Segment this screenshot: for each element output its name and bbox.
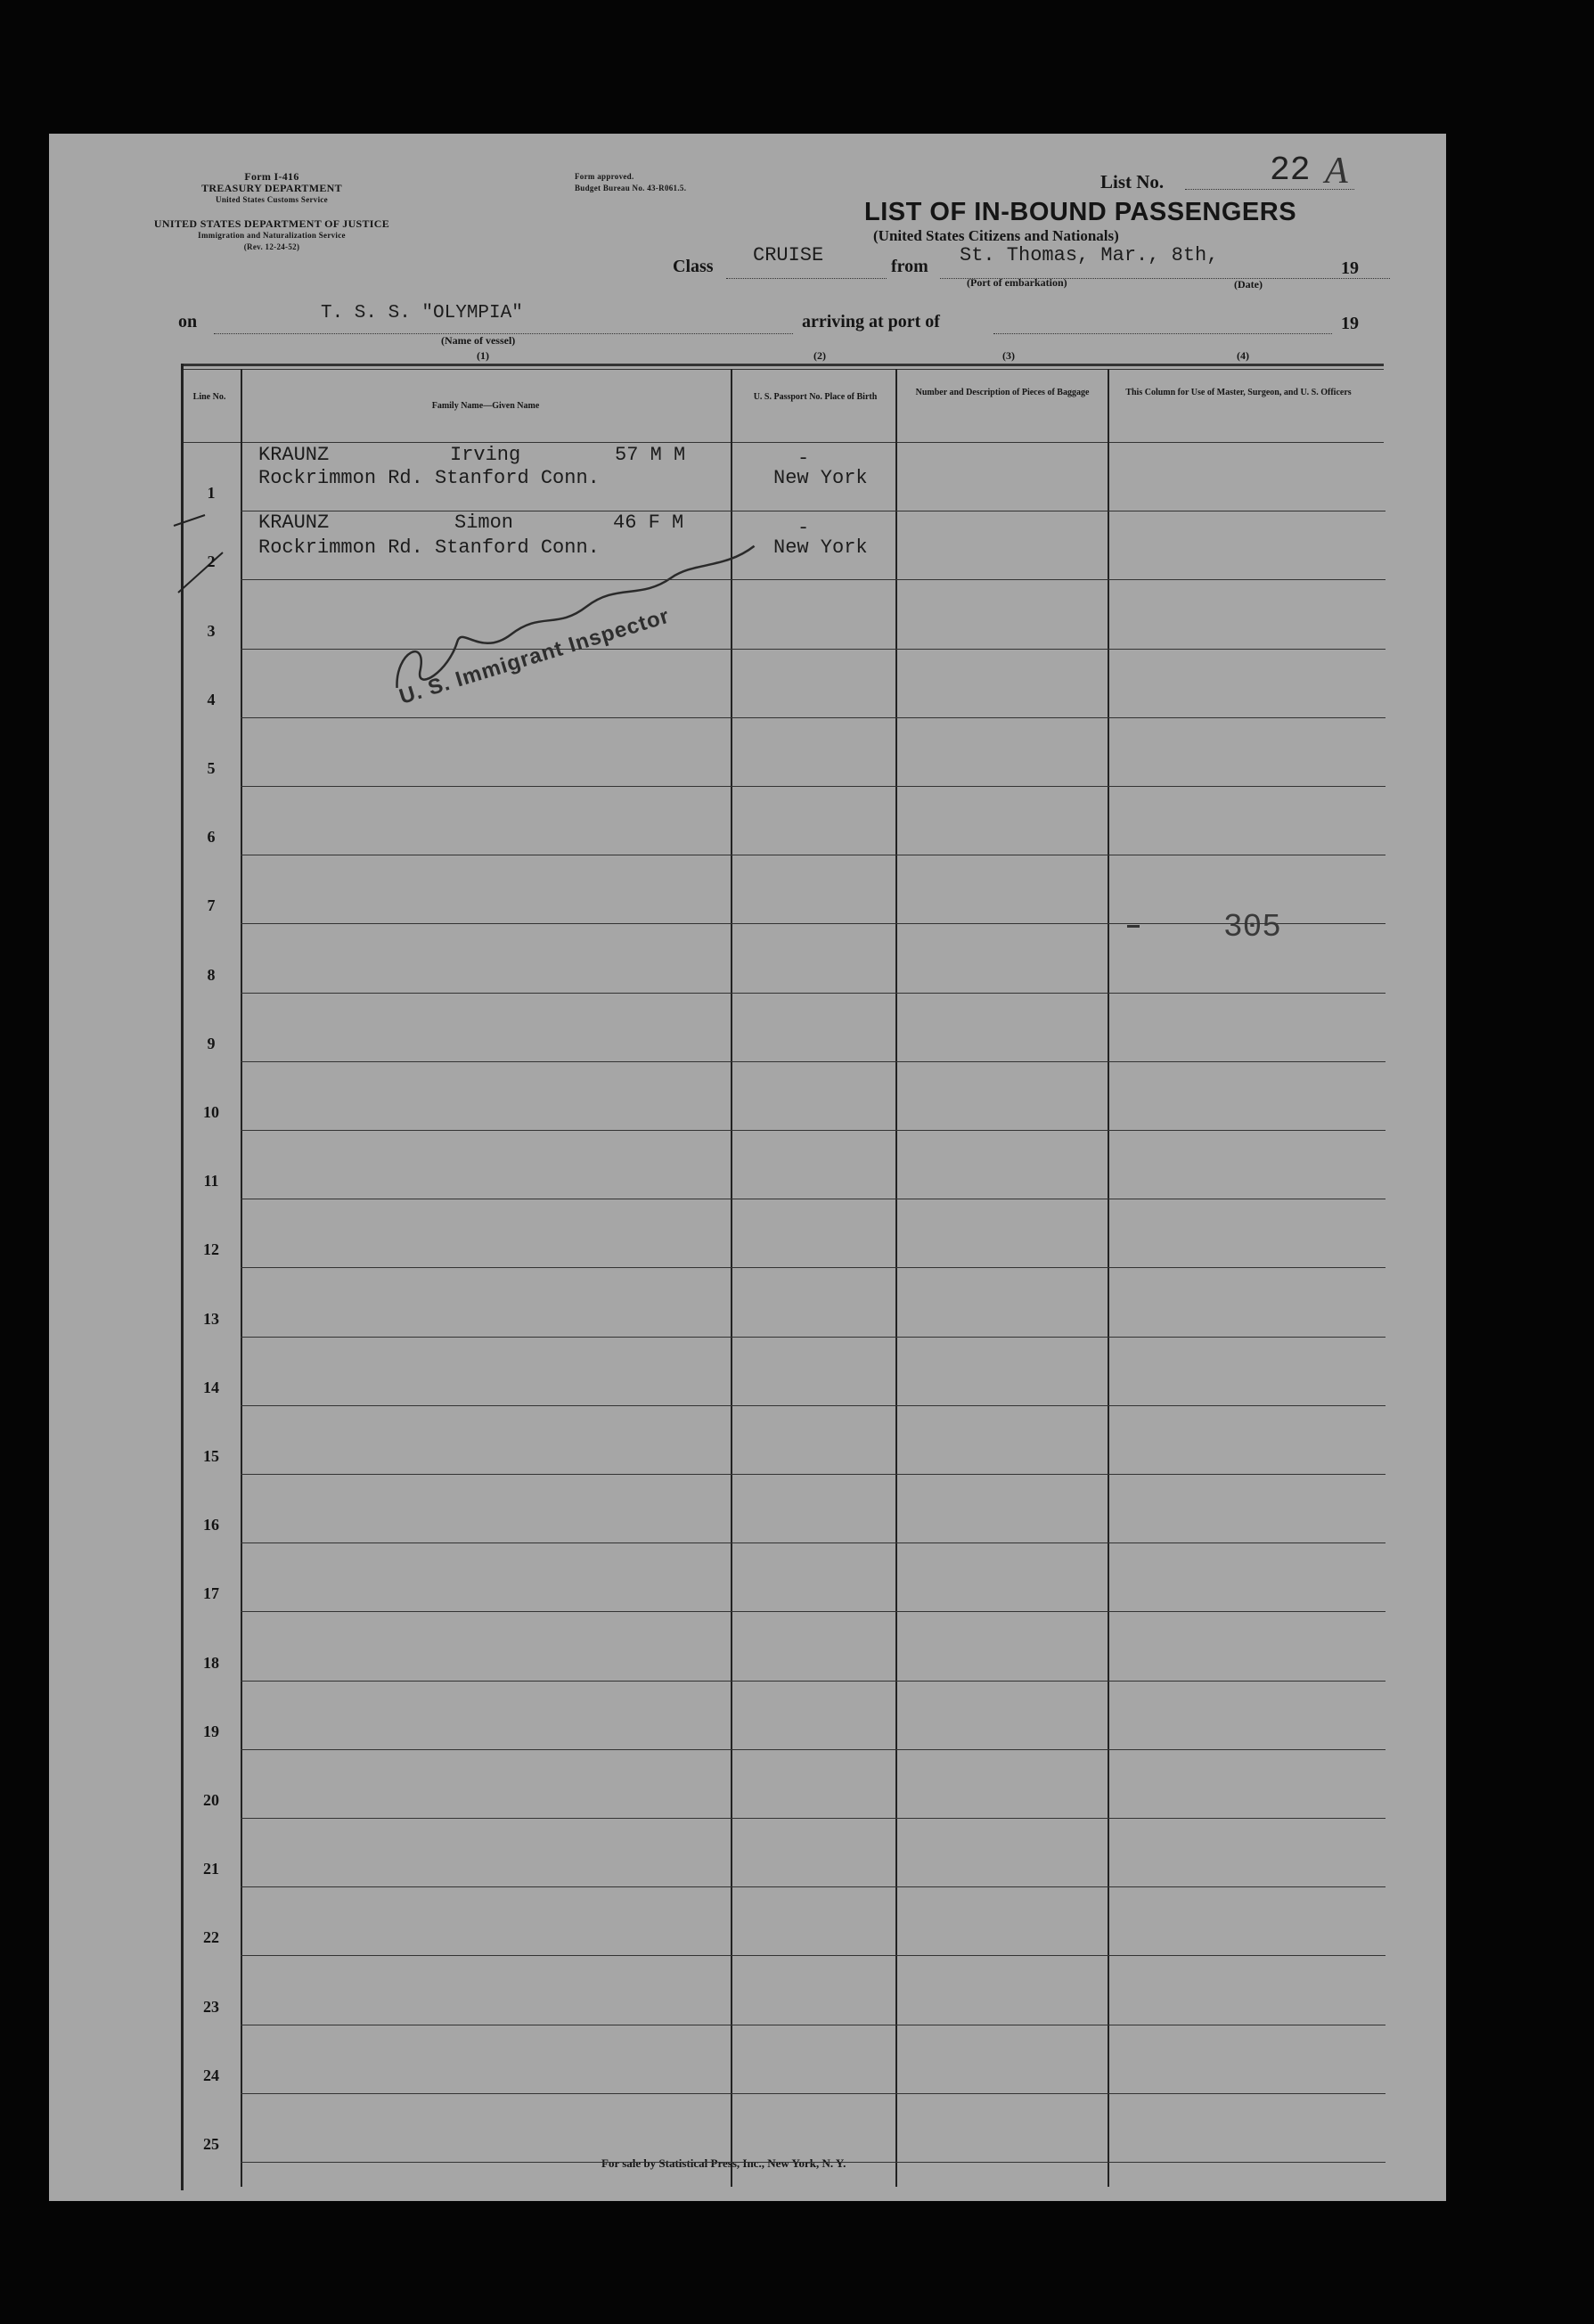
vessel-name: T. S. S. "OLYMPIA" — [321, 303, 523, 323]
baggage-col-rule — [1108, 369, 1109, 2187]
justice-block — [116, 218, 428, 253]
row-rule — [241, 1886, 1386, 1887]
passport-col-rule — [895, 369, 897, 2187]
budget-bureau: Budget Bureau No. 43-R061.5. — [575, 184, 687, 192]
col-num-3: (3) — [1002, 349, 1015, 362]
line-number: 22 — [203, 1928, 219, 1947]
list-number: 22 — [1270, 151, 1311, 190]
year-prefix: 19 — [1341, 258, 1359, 278]
justice-department: UNITED STATES DEPARTMENT OF JUSTICE — [153, 217, 390, 230]
line-number: 20 — [203, 1791, 219, 1809]
entry-2-address: Rockrimmon Rd. Stanford Conn. — [258, 536, 600, 559]
year-prefix-arrival: 19 — [1341, 314, 1359, 333]
row-rule — [241, 1061, 1386, 1062]
header-passport: U. S. Passport No. Place of Birth — [753, 392, 878, 402]
entry-2-family-name: KRAUNZ — [258, 511, 330, 534]
form-approved: Form approved. — [575, 172, 634, 181]
entry-2-birthplace: New York — [773, 536, 868, 559]
row-rule — [241, 717, 1386, 718]
arrival-port-underline — [993, 333, 1332, 334]
annotation-dash — [1127, 925, 1140, 928]
line-number: 9 — [207, 1034, 216, 1052]
line-number: 21 — [203, 1860, 219, 1878]
name-col-rule — [731, 369, 732, 2187]
entry-1-age-sex: 57 M M — [615, 444, 686, 466]
col-num-1: (1) — [477, 349, 489, 362]
header-baggage: Number and Description of Pieces of Baggage — [915, 388, 1090, 397]
entry-1-family-name: KRAUNZ — [258, 444, 330, 466]
line-number: 16 — [203, 1516, 219, 1534]
row-rule — [241, 2093, 1386, 2094]
line-number: 18 — [203, 1653, 219, 1672]
line-number: 10 — [203, 1103, 219, 1121]
row-rule — [241, 579, 1386, 580]
revision-date: (Rev. 12-24-52) — [243, 242, 300, 251]
treasury-department: TREASURY DEPARTMENT — [201, 182, 342, 194]
entry-2-age-sex: 46 F M — [613, 511, 684, 534]
port-embarkation-caption: (Port of embarkation) — [967, 276, 1067, 289]
line-number: 25 — [203, 2135, 219, 2153]
col-num-2: (2) — [813, 349, 826, 362]
row-rule — [241, 1749, 1386, 1750]
form-subtitle: (United States Citizens and Nationals) — [873, 227, 1119, 244]
department-block — [156, 171, 388, 206]
entry-2-passport: - — [797, 517, 810, 539]
line-number: 4 — [207, 690, 216, 708]
line-number: 11 — [203, 1172, 219, 1191]
header-bottom-rule — [181, 442, 1384, 443]
entry-1-address: Rockrimmon Rd. Stanford Conn. — [258, 467, 600, 489]
table-top-rule-2 — [181, 369, 1384, 370]
line-number: 3 — [207, 621, 216, 640]
row-rule — [241, 786, 1386, 787]
line-number: 6 — [207, 828, 216, 847]
line-no-rule — [241, 369, 242, 2187]
class-label: Class — [673, 257, 714, 276]
header-name: Family Name—Given Name — [431, 401, 540, 411]
line-number: 7 — [207, 896, 216, 915]
date-caption: (Date) — [1234, 278, 1263, 290]
line-number: 23 — [203, 1997, 219, 2016]
line-number: 8 — [207, 965, 216, 984]
header-officers: This Column for Use of Master, Surgeon, and U. S. Officers — [1125, 388, 1352, 397]
list-no-label: List No. — [1100, 171, 1165, 192]
line-number: 24 — [203, 2066, 219, 2084]
immigration-service: Immigration and Naturalization Service — [198, 231, 346, 240]
row-rule — [241, 1818, 1386, 1819]
arriving-label: arriving at port of — [802, 312, 940, 331]
vessel-caption: (Name of vessel) — [441, 334, 516, 347]
approval-block — [575, 171, 686, 194]
row-rule — [241, 1405, 1386, 1406]
class-underline — [726, 278, 887, 279]
row-rule — [241, 1611, 1386, 1612]
list-suffix: A — [1325, 151, 1348, 192]
row-rule — [241, 923, 1386, 924]
line-number: 5 — [207, 759, 216, 777]
embarkation-value: St. Thomas, Mar., 8th, — [960, 244, 1219, 266]
row-rule — [241, 1681, 1386, 1682]
table-top-rule — [181, 364, 1384, 366]
line-number: 15 — [203, 1447, 219, 1465]
entry-1-birthplace: New York — [773, 467, 868, 489]
row-rule — [241, 2162, 1386, 2163]
stamp-text: U. S. Immigrant Inspector — [396, 603, 673, 709]
entry-2-given-name: Simon — [454, 511, 514, 534]
form-number: Form I-416 — [244, 170, 299, 183]
line-number: 17 — [203, 1584, 219, 1603]
row-rule — [241, 1267, 1386, 1268]
col-num-4: (4) — [1237, 349, 1249, 362]
line-number: 2 — [207, 552, 216, 571]
row-rule — [241, 1955, 1386, 1956]
line-number: 13 — [203, 1309, 219, 1328]
margin-annotation: 305 — [1223, 909, 1281, 945]
line-number: 12 — [203, 1240, 219, 1259]
class-value: CRUISE — [753, 244, 824, 266]
row-rule — [241, 1130, 1386, 1131]
on-label: on — [178, 312, 198, 331]
entry-1-passport: - — [797, 447, 810, 470]
entry-1-given-name: Irving — [450, 444, 521, 466]
customs-service: United States Customs Service — [216, 195, 328, 204]
row-rule — [241, 1474, 1386, 1475]
inspector-stamp — [396, 604, 673, 710]
line-number: 1 — [207, 484, 216, 503]
check-mark-icon — [169, 490, 241, 597]
from-label: from — [891, 257, 928, 276]
row-rule — [241, 993, 1386, 994]
line-number: 19 — [203, 1722, 219, 1740]
line-number: 14 — [203, 1378, 219, 1396]
row-rule — [241, 649, 1386, 650]
form-title: LIST OF IN-BOUND PASSENGERS — [864, 198, 1297, 226]
table-left-rule — [181, 364, 184, 2190]
row-rule — [241, 1337, 1386, 1338]
printer-footer: For sale by Statistical Press, Inc., New York, N. Y. — [601, 2156, 846, 2170]
header-line-no: Line No. — [192, 392, 226, 402]
manifest-sheet — [49, 134, 1446, 2201]
